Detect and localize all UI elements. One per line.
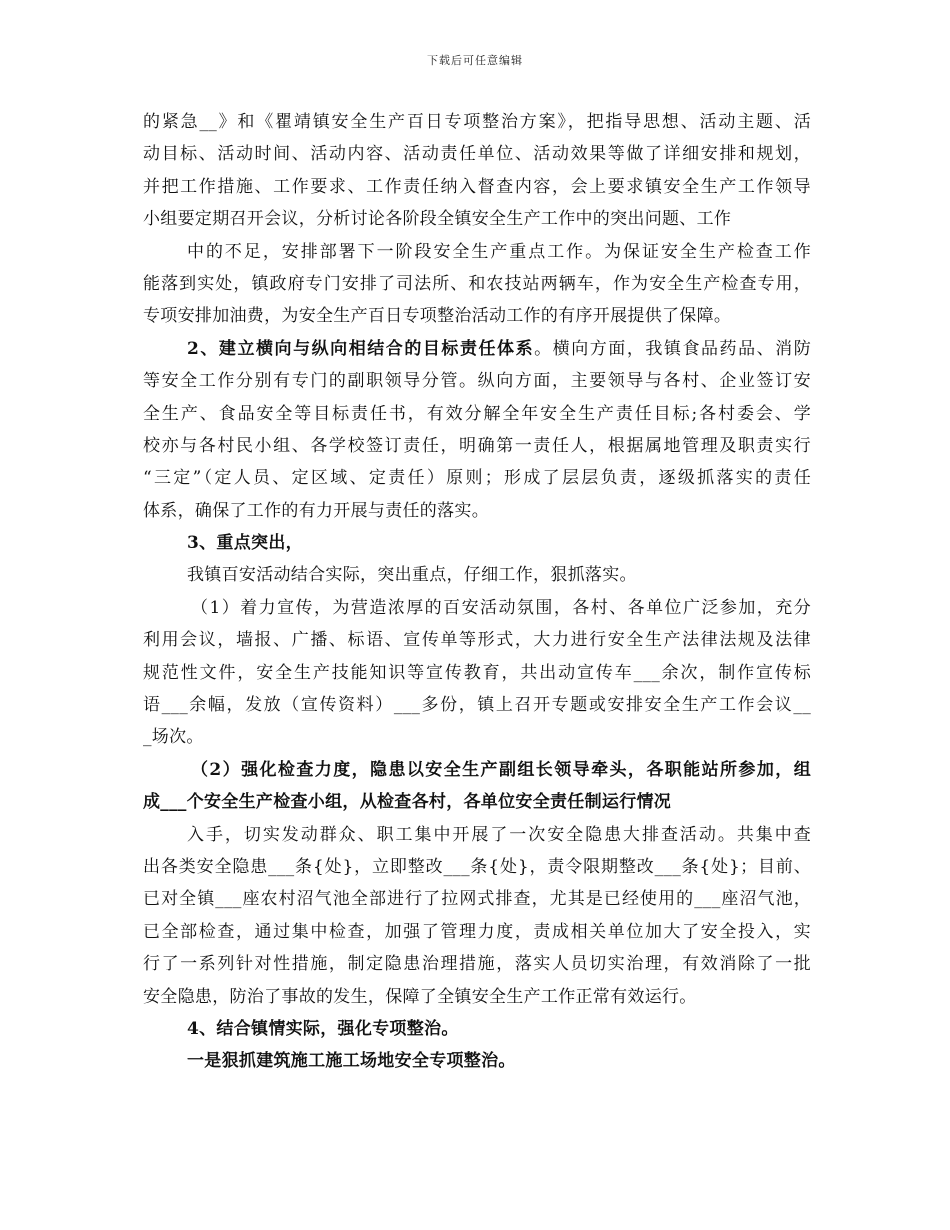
section-2-heading-line: [143, 333, 811, 365]
text-line: 并把工作措施、工作要求、工作责任纳入督查内容，会上要求镇安全生产工作领导: [143, 176, 811, 197]
section-2-text: 。横向方面，我镇食品药品、消防: [534, 338, 812, 359]
text-line: 安全隐患，防治了事故的发生，保障了全镇安全生产工作正常有效运行。: [143, 986, 697, 1007]
text-line: 入手，切实发动群众、职工集中开展了一次安全隐患大排查活动。共集中查: [187, 824, 811, 845]
item-2-heading-line: 成___个安全生产检查小组，从检查各村，各单位安全责任制运行情况: [143, 792, 672, 813]
text-line: 的紧急__》和《瞿靖镇安全生产百日专项整治方案》，把指导思想、活动主题、活: [143, 112, 811, 132]
text-line: 我镇百安活动结合实际，突出重点，仔细工作，狠抓落实。: [187, 565, 637, 586]
item-2-heading-line: （2）强化检查力度，隐患以安全生产副组长领导牵头，各职能站所参加，组: [191, 759, 811, 780]
subsection-heading: 一是狠抓建筑施工施工场地安全专项整治。: [187, 1051, 516, 1072]
text-line: 已全部检查，通过集中检查，加强了管理力度，责成相关单位加大了安全投入，实: [143, 921, 811, 942]
page-header: 下载后可任意编辑: [427, 54, 523, 67]
text-line: 动目标、活动时间、活动内容、活动责任单位、活动效果等做了详细安排和规划，: [143, 144, 811, 165]
text-line: 小组要定期召开会议，分析讨论各阶段全镇安全生产工作中的突出问题、工作: [143, 209, 732, 230]
text-line: 体系，确保了工作的有力开展与责任的落实。: [143, 500, 489, 521]
text-line: 专项安排加油费，为安全生产百日专项整治活动工作的有序开展提供了保障。: [143, 306, 732, 327]
text-line: 校亦与各村民小组、各学校签订责任，明确第一责任人，根据属地管理及职责实行: [143, 435, 811, 456]
text-line: 等安全工作分别有专门的副职领导分管。纵向方面，主要领导与各村、企业签订安: [143, 371, 811, 392]
text-line: 行了一系列针对性措施，制定隐患治理措施，落实人员切实治理，有效消除了一批: [143, 954, 811, 975]
section-2-heading: 2、建立横向与纵向相结合的目标责任体系: [187, 338, 535, 359]
text-line: 利用会议，墙报、广播、标语、宣传单等形式，大力进行安全生产法律法规及法律: [143, 630, 811, 651]
text-line: “三定”（定人员、定区域、定责任）原则；形成了层层负责，逐级抓落实的责任: [143, 468, 811, 489]
text-line: 规范性文件，安全生产技能知识等宣传教育，共出动宣传车___余次，制作宣传标: [143, 662, 811, 683]
text-line: 语___余幅，发放（宣传资料）___多份，镇上召开专题或安排安全生产工作会议__: [143, 695, 811, 716]
text-line: 能落到实处，镇政府专门安排了司法所、和农技站两辆车，作为安全生产检查专用，: [143, 273, 811, 294]
item-1-line: （1）着力宣传，为营造浓厚的百安活动氛围，各村、各单位广泛参加，充分: [191, 597, 811, 618]
section-4-heading: 4、结合镇情实际，强化专项整治。: [187, 1018, 459, 1039]
text-line: 已对全镇___座农村沼气池全部进行了拉网式排查，尤其是已经使用的___座沼气池，: [143, 889, 811, 910]
text-line: 出各类安全隐患___条{处}，立即整改___条{处}，责令限期整改___条{处}；目前、: [143, 856, 811, 877]
document-body: [143, 106, 811, 1078]
section-3-heading: 3、重点突出，: [187, 533, 303, 554]
text-line: 全生产、食品安全等目标责任书，有效分解全年安全生产责任目标;各村委会、学: [143, 403, 811, 424]
text-line: _场次。: [143, 727, 204, 748]
text-line: 中的不足，安排部署下一阶段安全生产重点工作。为保证安全生产检查工作: [187, 241, 811, 262]
